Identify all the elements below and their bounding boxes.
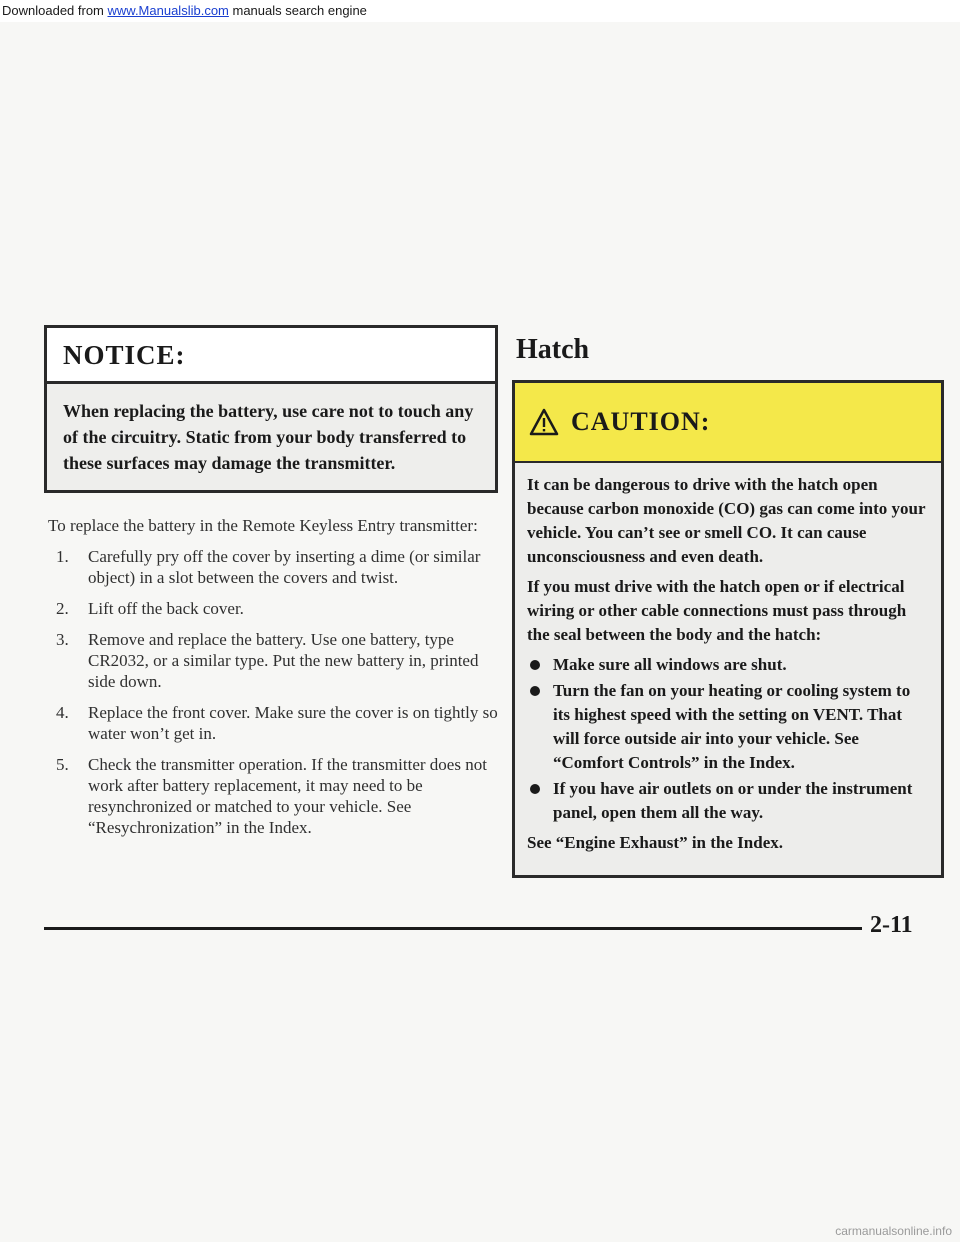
header-suffix: manuals search engine [228, 3, 367, 18]
bullet-icon [530, 686, 540, 696]
right-column [512, 334, 944, 878]
step-text: Lift off the back cover. [88, 599, 244, 618]
step-number: 4. [56, 703, 69, 722]
caution-title: CAUTION: [571, 407, 711, 436]
watermark: carmanualsonline.info [835, 1224, 952, 1238]
bullet-icon [530, 784, 540, 794]
page-number: 2-11 [870, 912, 913, 938]
left-column [44, 325, 498, 848]
step-text: Check the transmitter operation. If the transmitter does not work after battery replacement, it may need to be resynchronized or matched to your vehicle. See “Resychronization” in the Index. [88, 755, 487, 837]
manualslib-link[interactable]: www.Manualslib.com [107, 3, 229, 18]
list-item [44, 546, 498, 588]
step-number: 3. [56, 630, 69, 649]
warning-triangle-icon [529, 408, 559, 436]
notice-box [44, 325, 498, 493]
list-item [44, 598, 498, 619]
list-item [527, 679, 931, 775]
bullet-text: Make sure all windows are shut. [553, 655, 787, 674]
battery-intro: To replace the battery in the Remote Keyless Entry transmitter: [48, 516, 478, 535]
download-header [0, 0, 960, 22]
step-text: Remove and replace the battery. Use one battery, type CR2032, or a similar type. Put the new battery in, printed side down. [88, 630, 479, 691]
step-number: 2. [56, 599, 69, 618]
caution-box [512, 380, 944, 878]
step-text: Carefully pry off the cover by inserting a dime (or similar object) in a slot between the covers and twist. [88, 547, 481, 587]
bullet-text: If you have air outlets on or under the instrument panel, open them all the way. [553, 779, 913, 822]
caution-paragraph: It can be dangerous to drive with the hatch open because carbon monoxide (CO) gas can come into your vehicle. You can’t see or smell CO. It can cause unconsciousness and even death. [527, 475, 926, 566]
step-text: Replace the front cover. Make sure the cover is on tightly so water won’t get in. [88, 703, 498, 743]
notice-title: NOTICE: [47, 328, 495, 384]
header-prefix: Downloaded from [2, 3, 108, 18]
page-rule [44, 927, 862, 930]
caution-body [515, 463, 941, 875]
step-number: 1. [56, 547, 69, 566]
step-number: 5. [56, 755, 69, 774]
bullet-icon [530, 660, 540, 670]
list-item [44, 754, 498, 838]
list-item [44, 702, 498, 744]
caution-header [515, 383, 941, 463]
list-item [44, 629, 498, 692]
caution-paragraph: If you must drive with the hatch open or if electrical wiring or other cable connections must pass through the seal between the body and the hatch: [527, 577, 907, 644]
caution-bullets [527, 653, 931, 825]
hatch-title: Hatch [516, 334, 590, 365]
list-item [527, 777, 931, 825]
battery-steps [44, 546, 498, 838]
bullet-text: Turn the fan on your heating or cooling system to its highest speed with the setting on VENT. That will force outside air into your vehicle. See “Comfort Controls” in the Index. [553, 681, 911, 772]
notice-body: When replacing the battery, use care not to touch any of the circuitry. Static from your body transferred to these surfaces may damage the transmitter. [63, 401, 474, 473]
list-item [527, 653, 931, 677]
caution-footer: See “Engine Exhaust” in the Index. [527, 833, 783, 852]
